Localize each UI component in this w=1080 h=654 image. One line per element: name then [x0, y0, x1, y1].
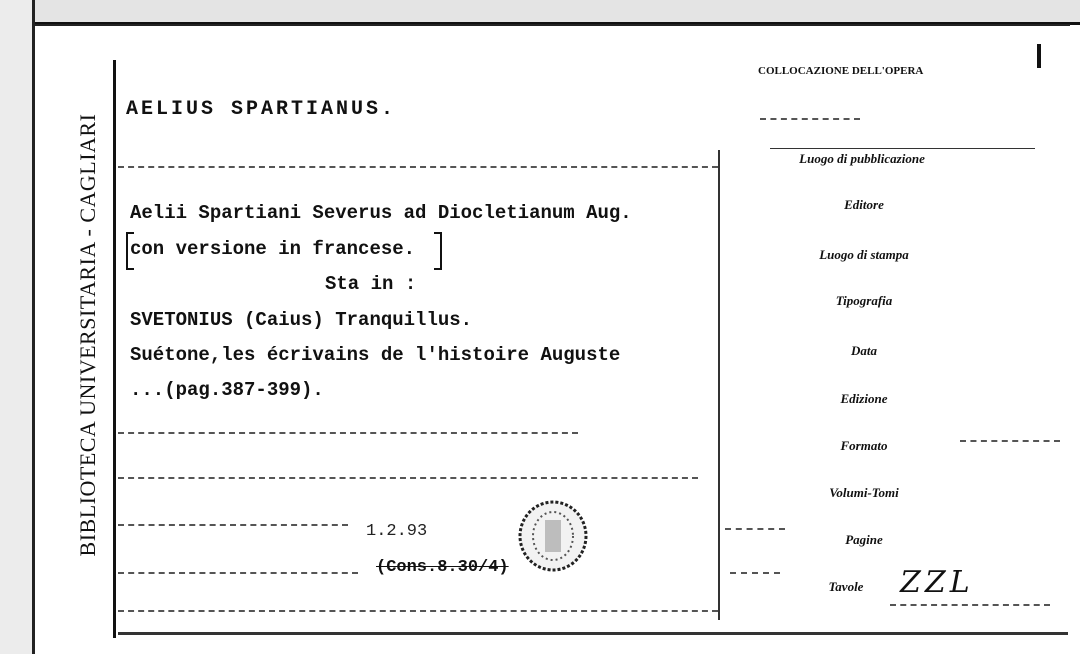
handwritten-note: ZZL [900, 565, 974, 600]
field-tavole: Tavole [828, 579, 864, 594]
card-top-edge [0, 0, 1080, 25]
ruled-line [118, 610, 718, 612]
host-author: SVETONIUS (Caius) Tranquillus. [130, 309, 473, 331]
field-tipografia: Tipografia [835, 293, 893, 308]
sta-in-label: Sta in : [325, 273, 417, 295]
ruled-line [960, 440, 1060, 442]
field-editore: Editore [844, 197, 884, 212]
ruled-line [730, 572, 780, 574]
field-luogo-pubblicazione: Luogo di pubblicazione [799, 151, 925, 166]
field-data: Data [851, 343, 877, 358]
ruled-line [118, 432, 578, 434]
ruled-line [890, 604, 1050, 606]
field-luogo-stampa: Luogo di stampa [819, 247, 909, 262]
ruled-line [725, 528, 785, 530]
ruled-line [118, 524, 348, 526]
column-divider-rule [718, 150, 720, 620]
card-left-edge [0, 0, 35, 654]
author-heading: AELIUS SPARTIANUS. [126, 98, 397, 121]
host-title: Suétone,les écrivains de l'histoire Auguste [130, 344, 621, 366]
field-pagine: Pagine [845, 532, 883, 547]
bottom-rule [118, 632, 1068, 635]
ruled-line [118, 477, 698, 479]
field-edizione: Edizione [840, 391, 888, 406]
shelfmark [376, 558, 509, 577]
date-stamp: 1.2.93 [366, 522, 428, 541]
title-line: Aelii Spartiani Severus ad Diocletianum Aug. [130, 202, 632, 224]
library-name: BIBLIOTECA UNIVERSITARIA - CAGLIARI [75, 113, 100, 557]
left-margin-rule [113, 60, 116, 638]
ruled-line [770, 148, 1035, 149]
field-volumi-tomi: Volumi-Tomi [829, 485, 899, 500]
page-mark [1037, 44, 1041, 68]
field-formato: Formato [840, 438, 888, 453]
ruled-line [118, 166, 718, 168]
collocazione-title: COLLOCAZIONE DELL'OPERA [758, 65, 924, 77]
card-top-rule [30, 24, 1070, 32]
title-line: con versione in francese. [130, 238, 416, 260]
ruled-line [118, 572, 358, 574]
bracket-right [434, 232, 442, 270]
ruled-line [760, 118, 860, 120]
shelfmark-text: (Cons.8.30/4) [376, 558, 509, 577]
bracket-left [126, 232, 134, 270]
library-stamp [515, 496, 591, 574]
host-pages: ...(pag.387-399). [130, 379, 324, 401]
